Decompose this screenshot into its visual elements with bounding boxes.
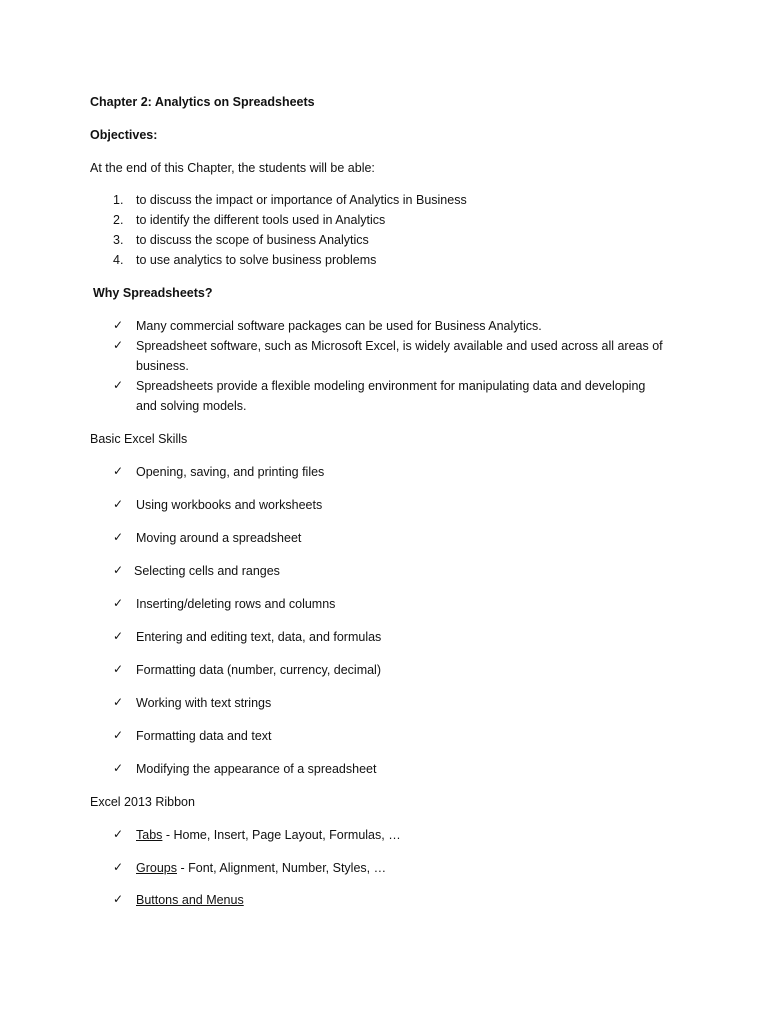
checkmark-icon: ✓ [113,596,124,610]
basic-excel-skills-heading: Basic Excel Skills [90,432,188,446]
objective-item: to discuss the impact or importance of Analytics in Business [136,193,467,207]
checkmark-icon: ✓ [113,695,124,709]
ribbon-item [136,860,386,876]
intro-text: At the end of this Chapter, the students will be able: [90,161,375,175]
why-spreadsheets-heading: Why Spreadsheets? [93,286,213,300]
ribbon-term: Tabs [136,828,163,842]
why-item: Spreadsheets provide a flexible modeling environment for manipulating data and developing [136,379,646,393]
checkmark-icon: ✓ [113,662,124,676]
checkmark-icon: ✓ [113,318,124,332]
checkmark-icon: ✓ [113,860,124,874]
objectives-heading: Objectives: [90,128,158,142]
checkmark-icon: ✓ [113,530,124,544]
objective-number: 4. [113,253,124,267]
checkmark-icon: ✓ [113,827,124,841]
checkmark-icon: ✓ [113,629,124,643]
objective-item: to discuss the scope of business Analytics [136,233,369,247]
checkmark-icon: ✓ [113,892,124,906]
objective-number: 1. [113,193,124,207]
checkmark-icon: ✓ [113,563,124,577]
skill-item: Opening, saving, and printing files [136,465,325,479]
skill-item: Formatting data and text [136,729,272,743]
why-item: Many commercial software packages can be used for Business Analytics. [136,319,542,333]
checkmark-icon: ✓ [113,497,124,511]
chapter-title: Chapter 2: Analytics on Spreadsheets [90,95,315,109]
skill-item: Entering and editing text, data, and formulas [136,630,382,644]
ribbon-description: - Home, Insert, Page Layout, Formulas, … [162,828,401,842]
ribbon-term: Groups [136,861,177,875]
skill-item: Modifying the appearance of a spreadsheet [136,762,377,776]
skill-item: Using workbooks and worksheets [136,498,323,512]
ribbon-item [136,827,401,843]
skill-item: Moving around a spreadsheet [136,531,302,545]
ribbon-term: Buttons and Menus [136,893,244,907]
skill-item: Selecting cells and ranges [134,564,280,578]
objective-item: to identify the different tools used in Analytics [136,213,386,227]
skill-item: Formatting data (number, currency, decimal) [136,663,382,677]
checkmark-icon: ✓ [113,728,124,742]
objective-item: to use analytics to solve business problems [136,253,377,267]
ribbon-item [136,892,244,908]
checkmark-icon: ✓ [113,464,124,478]
checkmark-icon: ✓ [113,761,124,775]
objective-number: 2. [113,213,124,227]
objective-number: 3. [113,233,124,247]
skill-item: Inserting/deleting rows and columns [136,597,336,611]
ribbon-description: - Font, Alignment, Number, Styles, … [177,861,387,875]
why-item-continued: and solving models. [136,399,247,413]
checkmark-icon: ✓ [113,338,124,352]
why-item: Spreadsheet software, such as Microsoft Excel, is widely available and used across all areas of [136,339,663,353]
why-item-continued: business. [136,359,189,373]
skill-item: Working with text strings [136,696,272,710]
excel-ribbon-heading: Excel 2013 Ribbon [90,795,195,809]
checkmark-icon: ✓ [113,378,124,392]
